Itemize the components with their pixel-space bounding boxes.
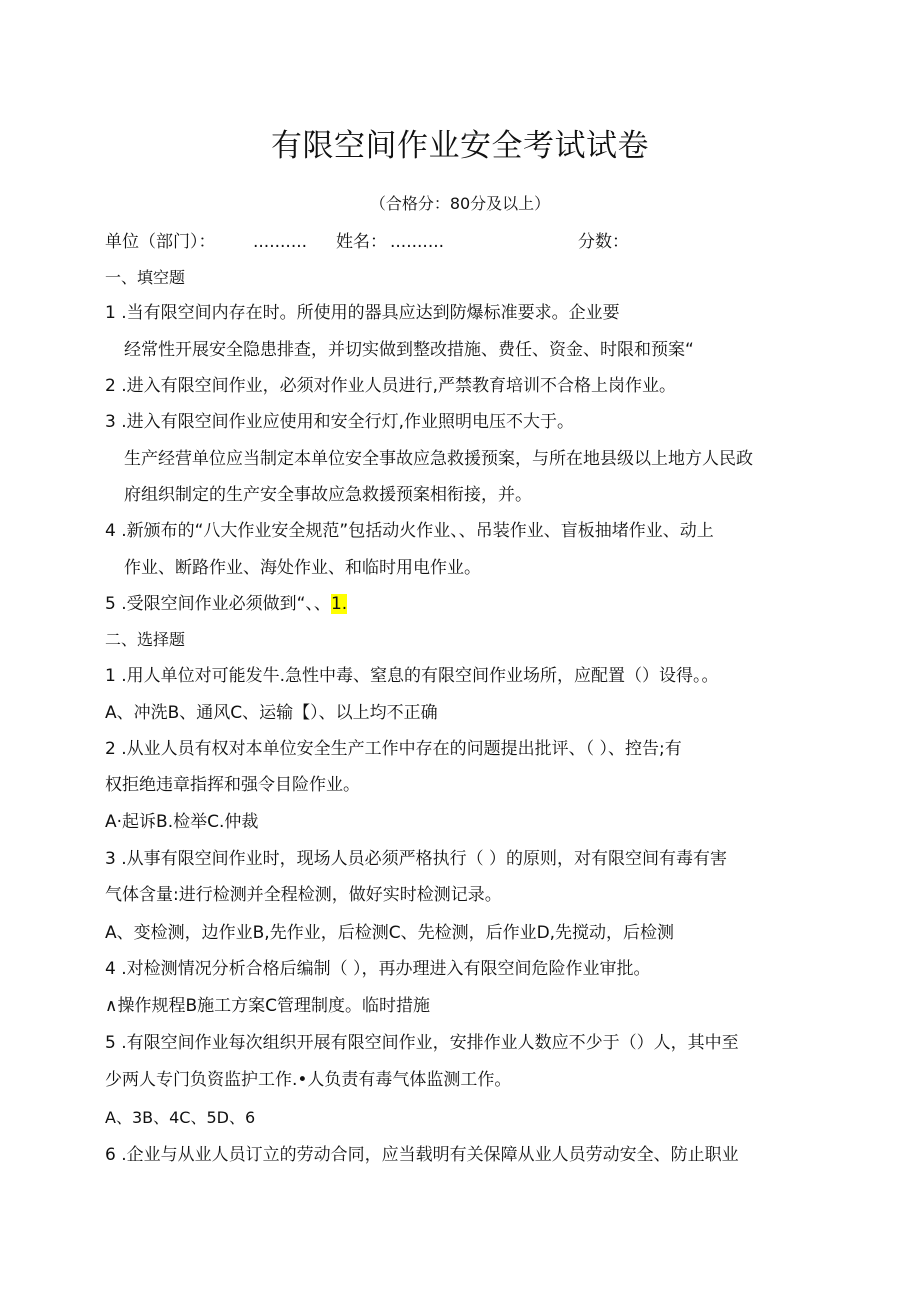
fill-question-4-line-2: 作业、断路作业、海处作业、和临时用电作业。 — [124, 558, 481, 578]
section-heading-fill: 一、填空题 — [105, 268, 186, 287]
fill-question-1-line-2: 经常性开展安全隐患排查，并切实做到整改措施、费任、资金、时限和预案“ — [124, 340, 694, 360]
name-blank: .......... — [390, 232, 445, 252]
highlighted-mark: 1. — [330, 594, 348, 614]
choice-question-5-line-2: 少两人专门负资监护工作.•人负责有毒气体监测工作。 — [105, 1070, 512, 1090]
choice-question-2-line-2: 权拒绝违章指挥和强令目险作业。 — [105, 775, 360, 795]
choice-question-2-line-1: 2 .从业人员有权对本单位安全生产工作中存在的问题提出批评、（ ）、控告;有 — [105, 739, 682, 759]
fill-question-5 — [105, 592, 347, 616]
fill-question-1-line-1: 1 .当有限空间内存在时。所使用的器具应达到防爆标准要求。企业要 — [105, 303, 620, 323]
choice-question-5-line-1: 5 .有限空间作业每次组织开展有限空间作业，安排作业人数应不少于（）人，其中至 — [105, 1033, 739, 1053]
name-label: 姓名： — [336, 232, 387, 252]
fill-question-3-line-3: 府组织制定的生产安全事故应急救援预案相衔接，并。 — [124, 485, 532, 505]
choice-question-4-options: ∧操作规程B施工方案C管理制度。临时措施 — [105, 996, 430, 1016]
choice-question-5-options: A、3B、4C、5D、6 — [105, 1108, 256, 1127]
choice-question-3-line-2: 气体含量:进行检测并全程检测，做好实时检测记录。 — [105, 885, 502, 905]
pass-score-note: （合格分：80分及以上） — [369, 194, 551, 213]
fill-question-3-line-2: 生产经营单位应当制定本单位安全事故应急救援预案，与所在地县级以上地方人民政 — [124, 449, 753, 469]
choice-question-3-options: A、变检测，边作业B,先作业，后检测C、先检测，后作业D,先搅动，后检测 — [105, 923, 675, 943]
fill-question-3-line-1: 3 .进入有限空间作业应使用和安全行灯,作业照明电压不大于。 — [105, 412, 575, 432]
choice-question-4: 4 .对检测情况分析合格后编制（ ），再办理进入有限空间危险作业审批。 — [105, 959, 651, 979]
fill-question-5-text: 5 .受限空间作业必须做到“、、 — [105, 594, 331, 614]
unit-label: 单位（部门）： — [105, 232, 216, 252]
score-label: 分数： — [578, 232, 629, 252]
fill-question-4-line-1: 4 .新颁布的“八大作业安全规范”包括动火作业、、吊装作业、盲板抽堵作业、动上 — [105, 521, 714, 541]
unit-blank: .......... — [253, 232, 308, 252]
exam-title: 有限空间作业安全考试试卷 — [271, 128, 649, 164]
fill-question-2: 2 .进入有限空间作业，必须对作业人员进行,严禁教育培训不合格上岗作业。 — [105, 376, 677, 396]
choice-question-2-options: A·起诉B.检举C.仲裁 — [105, 812, 259, 832]
section-heading-choice: 二、选择题 — [105, 630, 186, 649]
choice-question-6-line-1: 6 .企业与从业人员订立的劳动合同，应当载明有关保障从业人员劳动安全、防止职业 — [105, 1145, 739, 1165]
choice-question-1-options: A、冲洗B、通风C、运输【）、以上均不正确 — [105, 703, 438, 723]
choice-question-3-line-1: 3 .从事有限空间作业时，现场人员必须严格执行（ ）的原则，对有限空间有毒有害 — [105, 849, 728, 869]
choice-question-1: 1 .用人单位对可能发牛.急性中毒、窒息的有限空间作业场所，应配置（）设得。。 — [105, 666, 719, 686]
